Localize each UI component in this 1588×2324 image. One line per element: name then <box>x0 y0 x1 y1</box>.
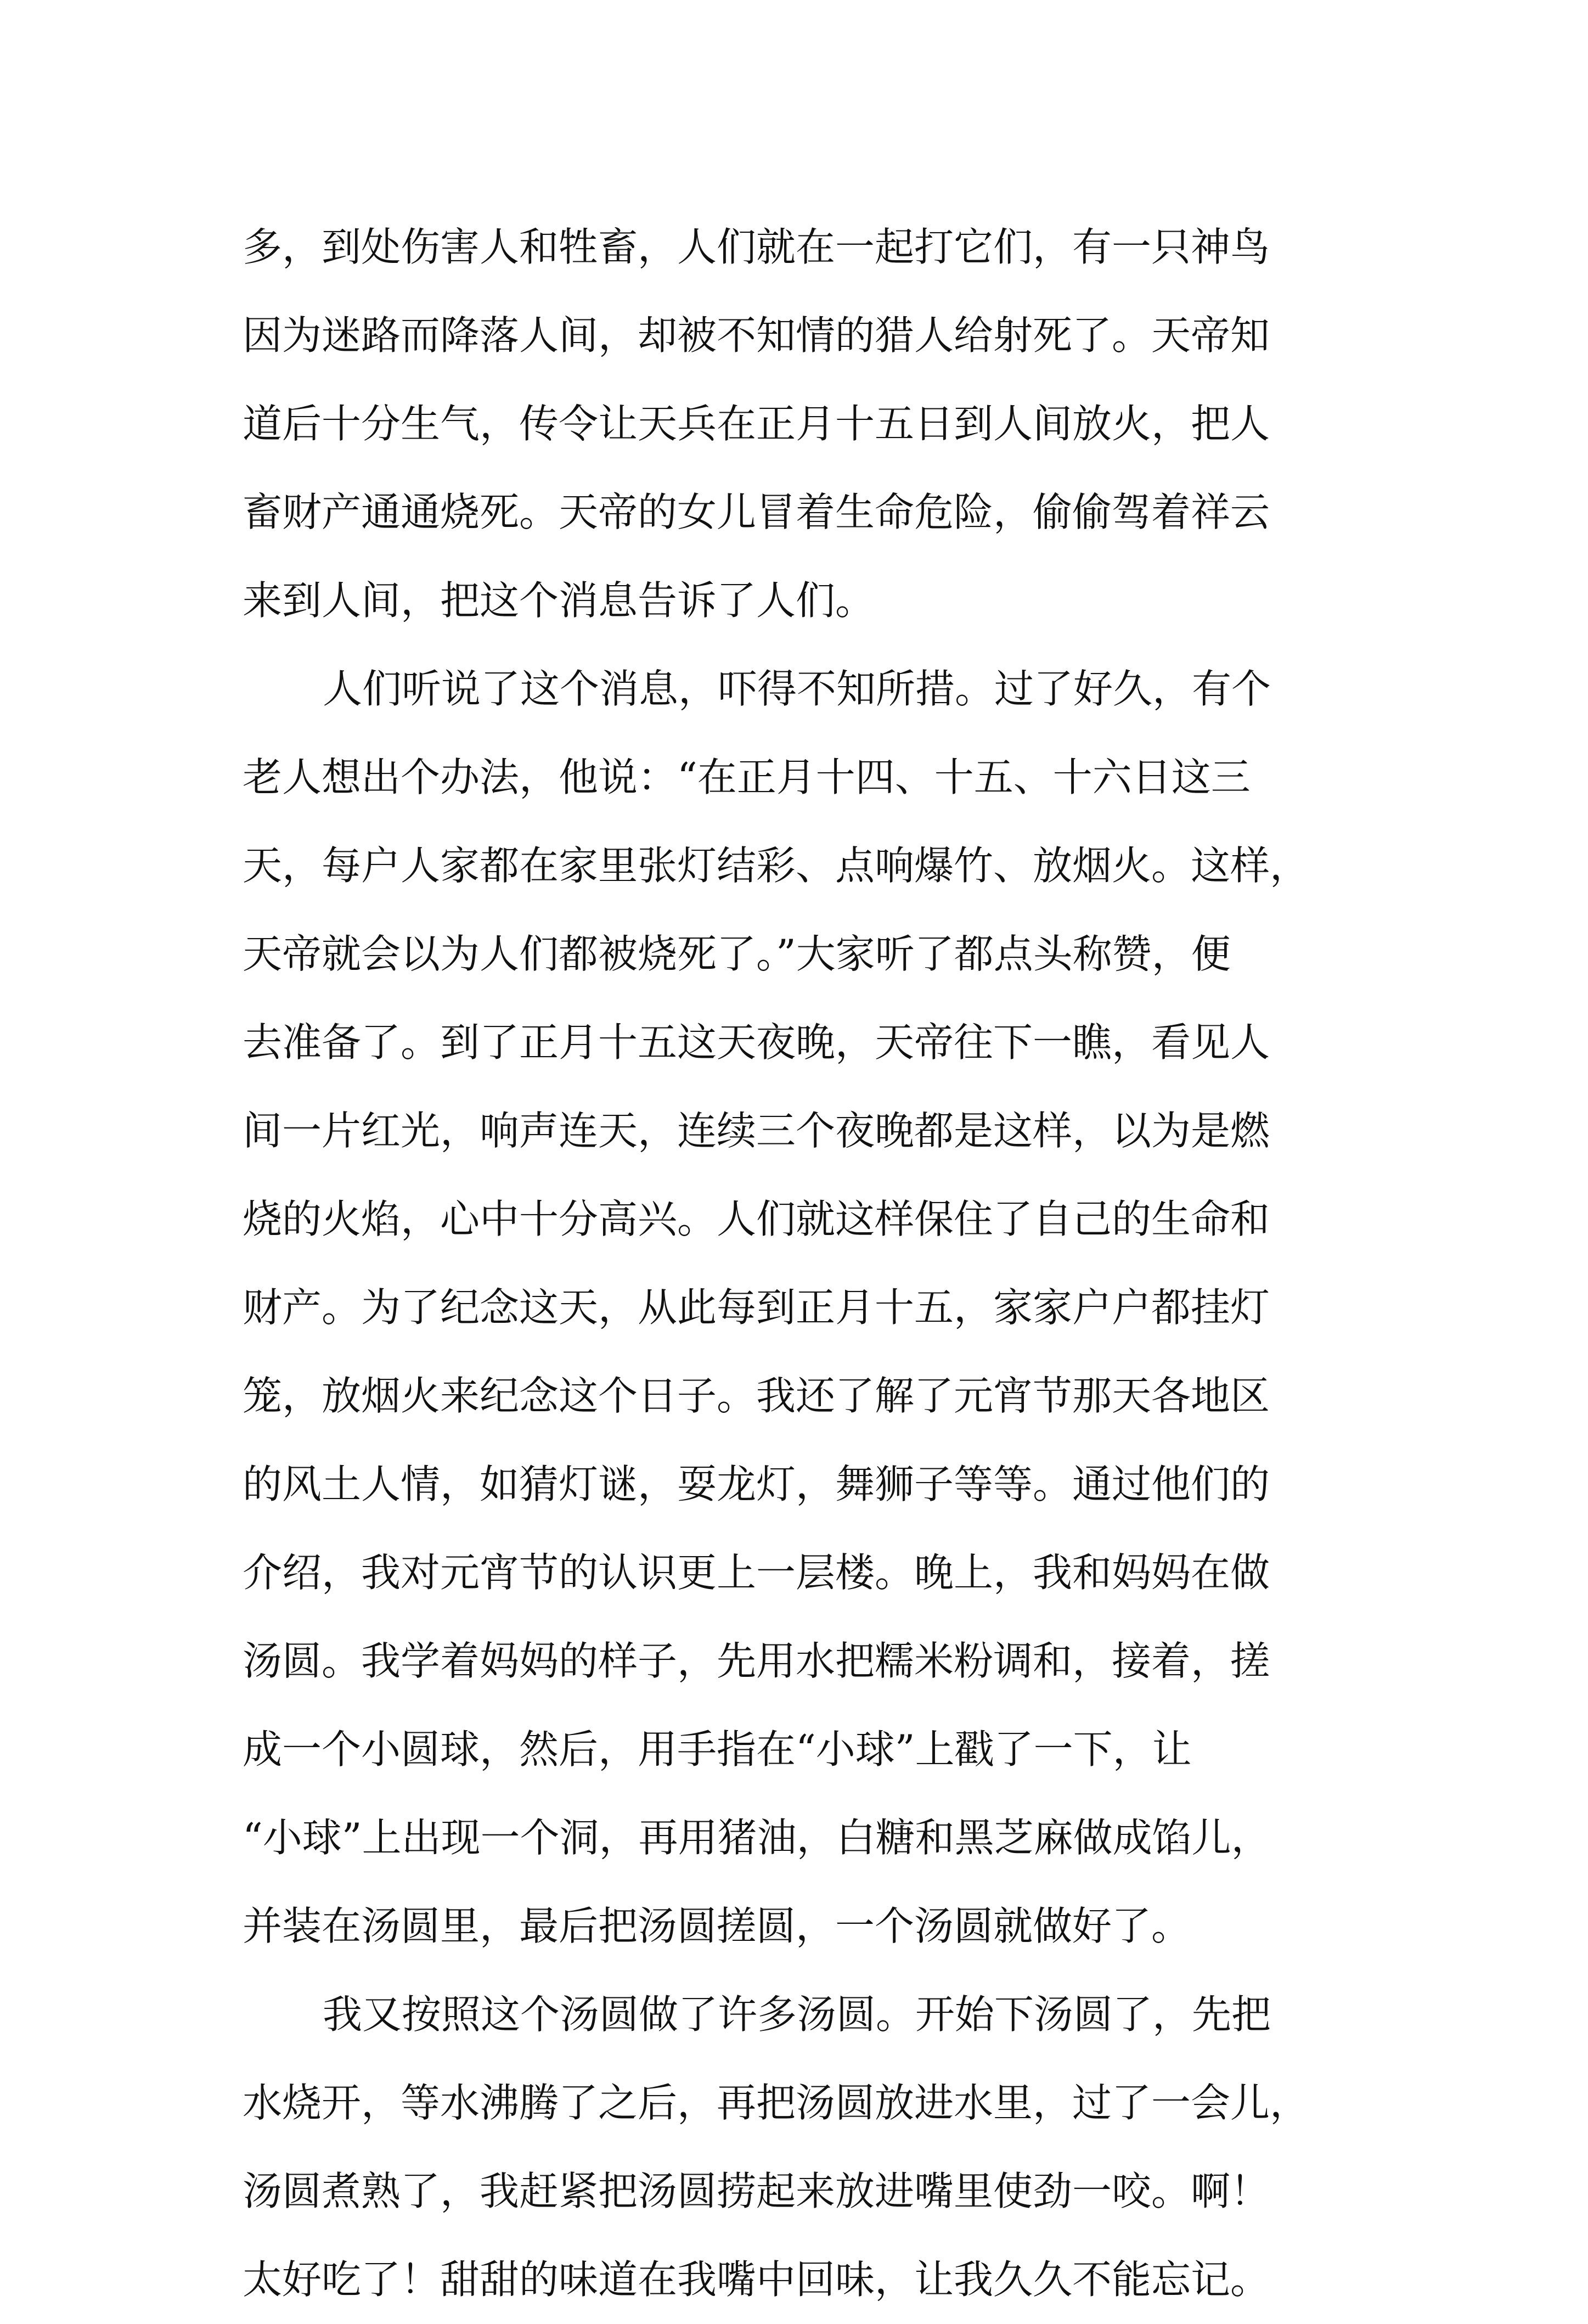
text-line: 水烧开，等水沸腾了之后，再把汤圆放进水里，过了一会儿， <box>243 2080 1310 2126</box>
text-line: 介绍，我对元宵节的认识更上一层楼。晚上，我和妈妈在做 <box>243 1550 1270 1596</box>
text-line: 汤圆。我学着妈妈的样子，先用水把糯米粉调和，接着，搓 <box>243 1638 1270 1684</box>
text-line: 间一片红光，响声连天，连续三个夜晚都是这样，以为是燃 <box>243 1108 1270 1154</box>
text-line: 天，每户人家都在家里张灯结彩、点响爆竹、放烟火。这样， <box>243 843 1310 889</box>
paragraph-2 <box>243 645 1356 1971</box>
text-line: 多，到处伤害人和牲畜，人们就在一起打它们，有一只神鸟 <box>243 224 1270 270</box>
document-body <box>243 203 1356 2324</box>
text-line: 人们听说了这个消息，吓得不知所措。过了好久，有个 <box>323 666 1271 712</box>
text-line: 天帝就会以为人们都被烧死了。”大家听了都点头称赞，便 <box>243 931 1231 977</box>
text-line: 道后十分生气，传令让天兵在正月十五日到人间放火，把人 <box>243 401 1270 447</box>
text-line: 笼，放烟火来纪念这个日子。我还了解了元宵节那天各地区 <box>243 1373 1270 1419</box>
text-line: 老人想出个办法，他说：“在正月十四、十五、十六日这三 <box>243 754 1251 800</box>
paragraph-3 <box>243 1971 1356 2324</box>
text-line: 的风土人情，如猜灯谜，耍龙灯，舞狮子等等。通过他们的 <box>243 1461 1270 1507</box>
paragraph-1 <box>243 203 1356 645</box>
text-line: 来到人间，把这个消息告诉了人们。 <box>243 577 875 624</box>
text-line: 烧的火焰，心中十分高兴。人们就这样保住了自己的生命和 <box>243 1196 1270 1242</box>
text-line: 太好吃了！甜甜的味道在我嘴中回味，让我久久不能忘记。 <box>243 2256 1270 2303</box>
text-line: 畜财产通通烧死。天帝的女儿冒着生命危险，偷偷驾着祥云 <box>243 489 1270 535</box>
text-line: 成一个小圆球，然后，用手指在“小球”上戳了一下，让 <box>243 1726 1192 1772</box>
text-line: “小球”上出现一个洞，再用猪油，白糖和黑芝麻做成馅儿， <box>243 1815 1271 1861</box>
text-line: 并装在汤圆里，最后把汤圆搓圆，一个汤圆就做好了。 <box>243 1903 1191 1949</box>
text-line: 我又按照这个汤圆做了许多汤圆。开始下汤圆了，先把 <box>323 1991 1271 2037</box>
text-line: 因为迷路而降落人间，却被不知情的猎人给射死了。天帝知 <box>243 312 1270 358</box>
text-line: 去准备了。到了正月十五这天夜晚，天帝往下一瞧，看见人 <box>243 1019 1270 1065</box>
text-line: 汤圆煮熟了，我赶紧把汤圆捞起来放进嘴里使劲一咬。啊！ <box>243 2168 1270 2214</box>
text-line: 财产。为了纪念这天，从此每到正月十五，家家户户都挂灯 <box>243 1284 1270 1331</box>
